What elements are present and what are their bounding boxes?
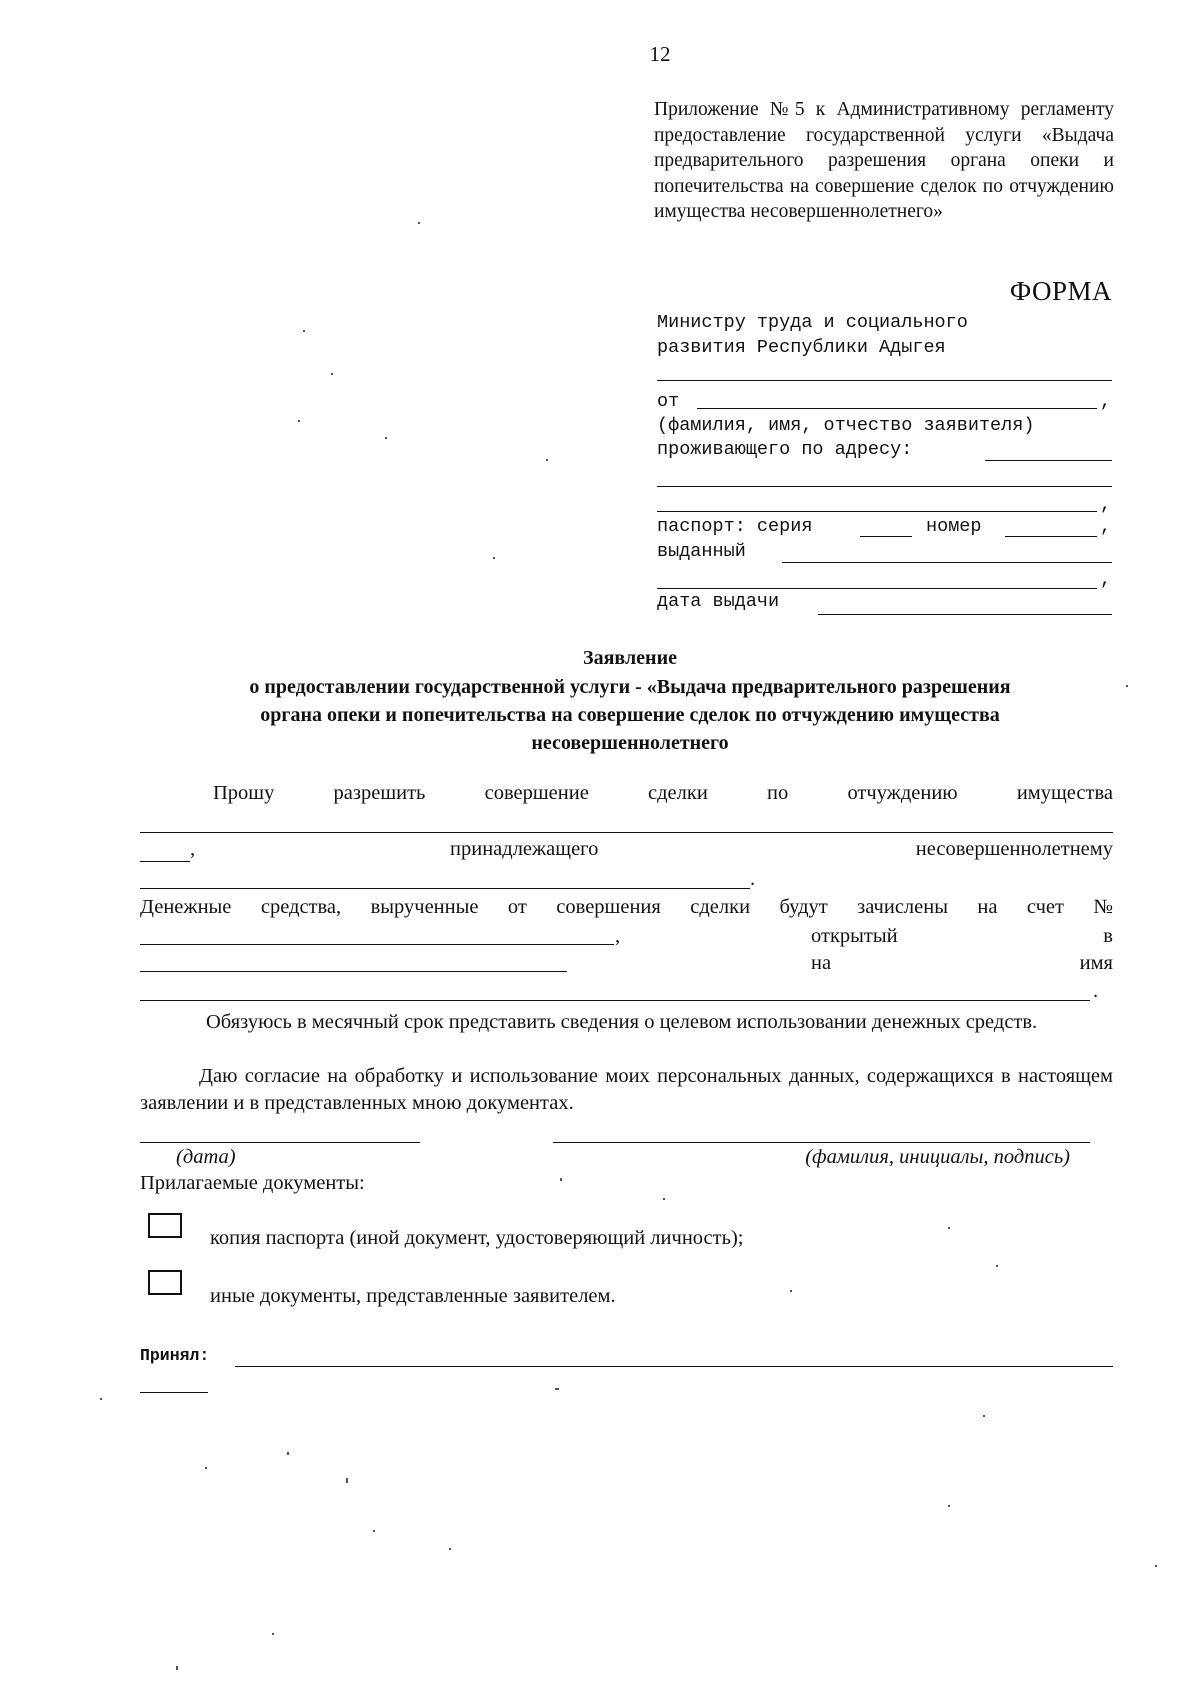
- scan-speck: [385, 437, 387, 439]
- application-subtitle-3: несовершеннолетнего: [531, 732, 729, 754]
- scan-speck: [303, 330, 305, 332]
- addressee-line-2: развития Республики Адыгея: [657, 337, 946, 358]
- scan-speck: [298, 420, 300, 422]
- comma: ,: [190, 838, 196, 860]
- in-name-label: на имя: [811, 952, 1113, 974]
- comma: ,: [1100, 569, 1112, 590]
- applicant-name-hint: (фамилия, имя, отчество заявителя): [657, 415, 1035, 436]
- belonging-line: принадлежащего несовершеннолетнему: [450, 838, 1113, 860]
- application-subtitle-2: органа опеки и попечительства на совершение сделок по отчуждению имущества: [260, 704, 1000, 726]
- form-label: ФОРМА: [1009, 276, 1112, 306]
- address-field-1[interactable]: [985, 460, 1112, 461]
- request-line: Прошу разрешить совершение сделки по отчуждению имущества: [213, 782, 1113, 804]
- passport-series-field[interactable]: [860, 536, 912, 537]
- scan-speck: [983, 1415, 985, 1417]
- property-field-end[interactable]: [140, 861, 190, 862]
- attachment-item: копия паспорта (иной документ, удостоверяющий личность);: [210, 1227, 744, 1249]
- comma: ,: [1100, 494, 1112, 515]
- accepted-by-field[interactable]: [235, 1366, 1113, 1367]
- attachment-item: иные документы, представленные заявителем.: [210, 1285, 616, 1307]
- obligation-text: Обязуюсь в месячный срок представить сведения о целевом использовании денежных средств.: [206, 1011, 1038, 1033]
- scan-speck: [948, 1505, 950, 1507]
- scan-speck: [555, 1388, 559, 1390]
- period: .: [750, 868, 756, 890]
- other-documents-checkbox[interactable]: [148, 1270, 182, 1295]
- date-hint: (дата): [176, 1146, 236, 1168]
- scan-speck: [449, 1548, 451, 1550]
- scan-speck: [790, 1290, 792, 1292]
- scan-speck: [373, 1530, 375, 1532]
- issue-date-field[interactable]: [818, 614, 1112, 615]
- scan-speck: [996, 1265, 998, 1267]
- scan-speck: [1155, 1565, 1157, 1567]
- accepted-label: Принял:: [140, 1346, 210, 1365]
- scan-speck: [493, 557, 495, 559]
- date-field[interactable]: [140, 1142, 420, 1143]
- scan-speck: [331, 373, 333, 375]
- scan-speck: [176, 1666, 178, 1670]
- comma: ,: [1100, 391, 1112, 412]
- signature-hint: (фамилия, инициалы, подпись): [805, 1146, 1070, 1168]
- scan-speck: [100, 1398, 102, 1400]
- addressee-blank-line[interactable]: [657, 380, 1112, 381]
- scan-speck: [560, 1178, 562, 1181]
- consent-text: Даю согласие на обработку и использование моих персональных данных, содержащихся в настоящем заявлении и в представленных мною документах.: [140, 1065, 1113, 1114]
- application-subtitle-1: о предоставлении государственной услуги - «Выдача предварительного разрешения: [249, 676, 1011, 698]
- period: .: [1093, 980, 1099, 1002]
- addressee-line-1: Министру труда и социального: [657, 312, 968, 333]
- annex-header: Приложение №5 к Административному регламенту предоставление государственной услуги «Выдача предварительного разрешения органа опеки и попечительства на совершение сделок по отчуждению имущества несовершеннолетнего»: [654, 99, 1114, 222]
- scan-speck: [205, 1467, 207, 1469]
- scan-speck: [346, 1478, 348, 1483]
- address-field-3[interactable]: [657, 511, 1097, 512]
- passport-series-label: паспорт: серия: [657, 516, 813, 537]
- property-field[interactable]: [140, 832, 1113, 833]
- issued-by-field-1[interactable]: [782, 562, 1112, 563]
- funds-line: Денежные средства, вырученные от совершения сделки будут зачислены на счет №: [140, 896, 1113, 918]
- application-title: Заявление: [583, 647, 677, 669]
- issue-date-label: дата выдачи: [657, 591, 780, 612]
- scan-speck: [663, 1198, 665, 1200]
- passport-number-label: номер: [926, 516, 982, 537]
- attachments-heading: Прилагаемые документы:: [140, 1172, 365, 1194]
- page-number: 12: [649, 42, 671, 66]
- scan-speck: [272, 1633, 274, 1635]
- opened-in-label: открытый в: [811, 925, 1113, 947]
- minor-name-field[interactable]: [140, 888, 750, 889]
- scan-speck: [948, 1227, 950, 1229]
- comma: ,: [615, 925, 621, 947]
- address-field-2[interactable]: [657, 486, 1112, 487]
- comma: ,: [1100, 516, 1112, 537]
- passport-number-field[interactable]: [1005, 536, 1097, 537]
- issued-by-field-2[interactable]: [657, 588, 1097, 589]
- signature-field[interactable]: [553, 1142, 1090, 1143]
- scan-speck: [287, 1452, 289, 1455]
- scan-speck: [418, 222, 420, 224]
- scan-speck: [546, 459, 548, 461]
- address-label: проживающего по адресу:: [657, 439, 913, 460]
- bank-field[interactable]: [140, 971, 567, 972]
- scan-speck: [1126, 685, 1128, 687]
- account-holder-field[interactable]: [140, 1000, 1090, 1001]
- applicant-name-field[interactable]: [697, 408, 1097, 409]
- account-number-field[interactable]: [140, 944, 614, 945]
- from-label: от: [657, 391, 680, 412]
- issued-by-label: выданный: [657, 541, 746, 562]
- passport-copy-checkbox[interactable]: [148, 1213, 182, 1238]
- accepted-by-field-end[interactable]: [140, 1392, 208, 1393]
